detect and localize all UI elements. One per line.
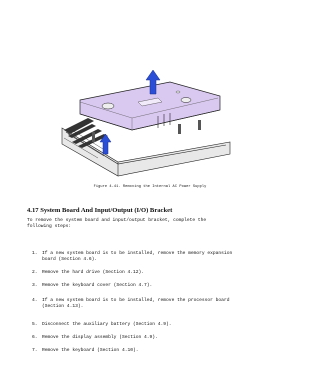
- step-text: Disconnect the auxiliary battery (Section 4.9).: [42, 322, 172, 327]
- step-number: 4.: [32, 298, 38, 303]
- step-number: 3.: [32, 283, 38, 288]
- step-text-continued: board (Section 4.6).: [42, 257, 98, 263]
- step-item: [32, 283, 152, 289]
- step-text: If a new system board is to be installed, remove the processor board: [42, 298, 230, 303]
- step-item: [32, 348, 139, 354]
- step-text: Remove the keyboard (Section 4.10).: [42, 348, 139, 353]
- step-item: [32, 298, 229, 311]
- step-item: [32, 322, 172, 328]
- step-text: If a new system board is to be installed, remove the memory expansion: [42, 251, 233, 256]
- figure-caption: Figure 4-41. Removing the Internal AC Power Supply: [93, 185, 207, 189]
- power-supply-illustration: [58, 58, 234, 178]
- intro-line: To remove the system board and input/output bracket, complete the: [27, 218, 207, 223]
- step-number: 5.: [32, 322, 38, 327]
- step-text: Remove the keyboard cover (Section 4.7).: [42, 283, 153, 288]
- step-number: 2.: [32, 270, 38, 275]
- step-item: [32, 270, 144, 276]
- section-heading: 4.17 System Board And Input/Output (I/O) Bracket: [27, 207, 173, 214]
- step-number: 1.: [32, 251, 38, 256]
- step-number: 6.: [32, 335, 38, 340]
- step-text: Remove the display assembly (Section 4.9).: [42, 335, 158, 340]
- intro-paragraph: [27, 218, 206, 231]
- step-text-continued: (Section 4.13).: [42, 304, 84, 310]
- step-text: Remove the hard drive (Section 4.12).: [42, 270, 144, 275]
- step-number: 7.: [32, 348, 38, 353]
- step-item: [32, 251, 232, 264]
- step-item: [32, 335, 158, 341]
- intro-line: following steps:: [27, 224, 72, 230]
